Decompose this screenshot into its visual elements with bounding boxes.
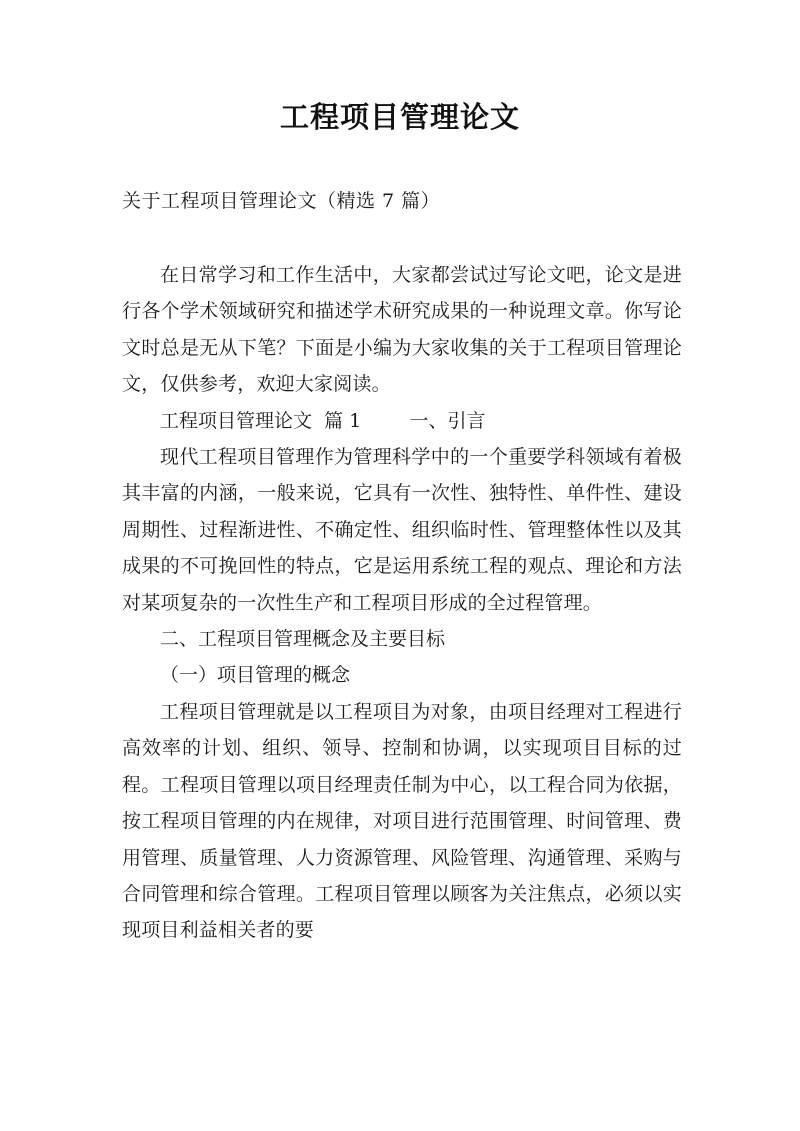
concept-paragraph: 工程项目管理就是以工程项目为对象，由项目经理对工程进行高效率的计划、组织、领导、控制和协调，以实现项目目标的过程。工程项目管理以项目经理责任制为中心，以工程合同为依据，按工程项目管理的内在规律，对项目进行范围管理、时间管理、费用管理、质量管理、人力资源管理、风险管理、沟通管理、采购与合同管理和综合管理。工程项目管理以顾客为关注焦点，必须以实现项目利益相关者的要 (122, 700, 682, 942)
section-heading: 二、工程项目管理概念及主要目标 (160, 628, 446, 651)
document-title: 工程项目管理论文 (279, 100, 520, 134)
intro-paragraph: 在日常学习和工作生活中，大家都尝试过写论文吧，论文是进行各个学术领域研究和描述学术研究成果的一种说理文章。你写论文时总是无从下笔？下面是小编为大家收集的关于工程项目管理论文，仅供参考，欢迎大家阅读。 (122, 264, 682, 396)
document-body (122, 257, 682, 949)
subsection-heading: （一）项目管理的概念 (160, 664, 351, 687)
article-heading-line: 工程项目管理论文 篇 1 一、引言 (160, 409, 486, 432)
document-subtitle: 关于工程项目管理论文（精选 7 篇） (122, 190, 441, 212)
introduction-paragraph: 现代工程项目管理作为管理科学中的一个重要学科领域有着极其丰富的内涵，一般来说，它具有一次性、独特性、单件性、建设周期性、过程渐进性、不确定性、组织临时性、管理整体性以及其成果的不可挽回性的特点，它是运用系统工程的观点、理论和方法对某项复杂的一次性生产和工程项目形成的全过程管理。 (122, 446, 682, 614)
